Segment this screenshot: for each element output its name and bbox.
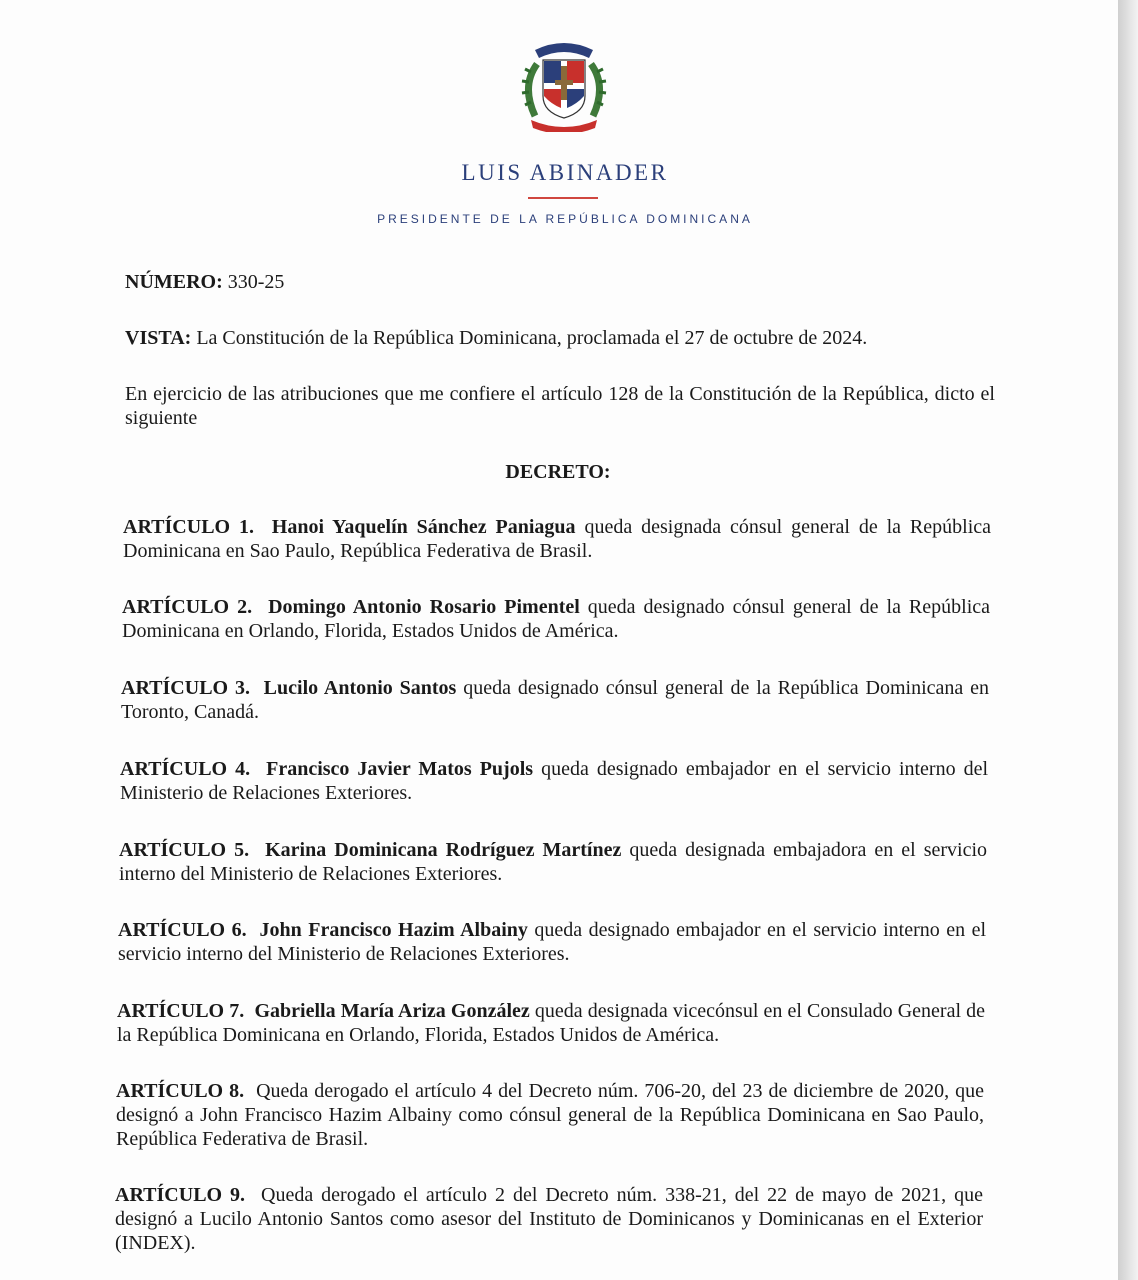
title-divider (528, 197, 598, 199)
article-text: queda designado cónsul general de la República Dominicana en Orlando, Florida, Estados Unidos de América. (122, 596, 991, 642)
coat-of-arms-icon (517, 36, 611, 132)
decreto-heading: DECRETO: (505, 461, 611, 483)
article-label: ARTÍCULO 1. (123, 516, 254, 538)
vista-text: La Constitución de la República Dominicana, proclamada el 27 de octubre de 2024. (196, 327, 868, 349)
president-title: PRESIDENTE DE LA REPÚBLICA DOMINICANA (377, 212, 753, 226)
article-appointee: Francisco Javier Matos Pujols (266, 758, 534, 780)
article-appointee: Domingo Antonio Rosario Pimentel (268, 596, 580, 618)
article-label: ARTÍCULO 5. (119, 839, 250, 861)
article-text: Queda derogado el artículo 2 del Decreto núm. 338-21, del 22 de mayo de 2021, que designó a Lucilo Antonio Santos como asesor del Instituto de Dominicanos y Dominicanas en el Exterior (INDEX). (115, 1184, 984, 1254)
article-text: Queda derogado el artículo 4 del Decreto núm. 706-20, del 23 de diciembre de 2020, que designó a John Francisco Hazim Albainy como cónsul general de la República Dominicana en Sao Paulo, República Federativa de Brasil. (116, 1080, 985, 1150)
vista-label: VISTA: (125, 327, 192, 349)
article-text: queda designada cónsul general de la República Dominicana en Sao Paulo, República Federativa de Brasil. (123, 516, 992, 562)
page-edge (1118, 0, 1138, 1280)
numero-value: 330-25 (227, 271, 285, 293)
article-label: ARTÍCULO 7. (117, 1000, 245, 1022)
numero-line (125, 270, 995, 294)
article-text: queda designado embajador en el servicio interno del Ministerio de Relaciones Exteriores. (120, 758, 989, 804)
preamble: En ejercicio de las atribuciones que me confiere el artículo 128 de la Constitución de la República, dicto el siguiente (125, 383, 995, 429)
vista-line (125, 326, 995, 350)
article-appointee: Lucilo Antonio Santos (263, 677, 457, 699)
article-label: ARTÍCULO 2. (122, 596, 253, 618)
article-label: ARTÍCULO 6. (118, 919, 247, 941)
president-name: LUIS ABINADER (461, 160, 669, 185)
article-8 (116, 1079, 984, 1151)
article-6 (118, 918, 986, 966)
article-7 (117, 999, 985, 1047)
article-label: ARTÍCULO 9. (115, 1184, 246, 1206)
article-appointee: Hanoi Yaquelín Sánchez Paniagua (271, 516, 576, 538)
article-9 (115, 1183, 983, 1255)
article-appointee: Gabriella María Ariza González (254, 1000, 530, 1022)
article-label: ARTÍCULO 4. (120, 758, 251, 780)
article-2 (122, 595, 990, 643)
article-text: queda designada embajadora en el servicio interno del Ministerio de Relaciones Exteriores. (119, 839, 988, 885)
article-label: ARTÍCULO 3. (121, 677, 250, 699)
article-label: ARTÍCULO 8. (116, 1080, 245, 1102)
article-text: queda designado cónsul general de la República Dominicana en Toronto, Canadá. (121, 677, 989, 723)
article-3 (121, 676, 989, 724)
article-1 (123, 515, 991, 563)
article-appointee: John Francisco Hazim Albainy (259, 919, 528, 941)
article-4 (120, 757, 988, 805)
numero-label: NÚMERO: (125, 271, 223, 293)
article-text: queda designado embajador en el servicio interno en el servicio interno del Ministerio de Relaciones Exteriores. (118, 919, 987, 965)
article-text: queda designada vicecónsul en el Consulado General de la República Dominicana en Orlando, Florida, Estados Unidos de América. (117, 1000, 986, 1046)
article-appointee: Karina Dominicana Rodríguez Martínez (265, 839, 622, 861)
article-5 (119, 838, 987, 886)
